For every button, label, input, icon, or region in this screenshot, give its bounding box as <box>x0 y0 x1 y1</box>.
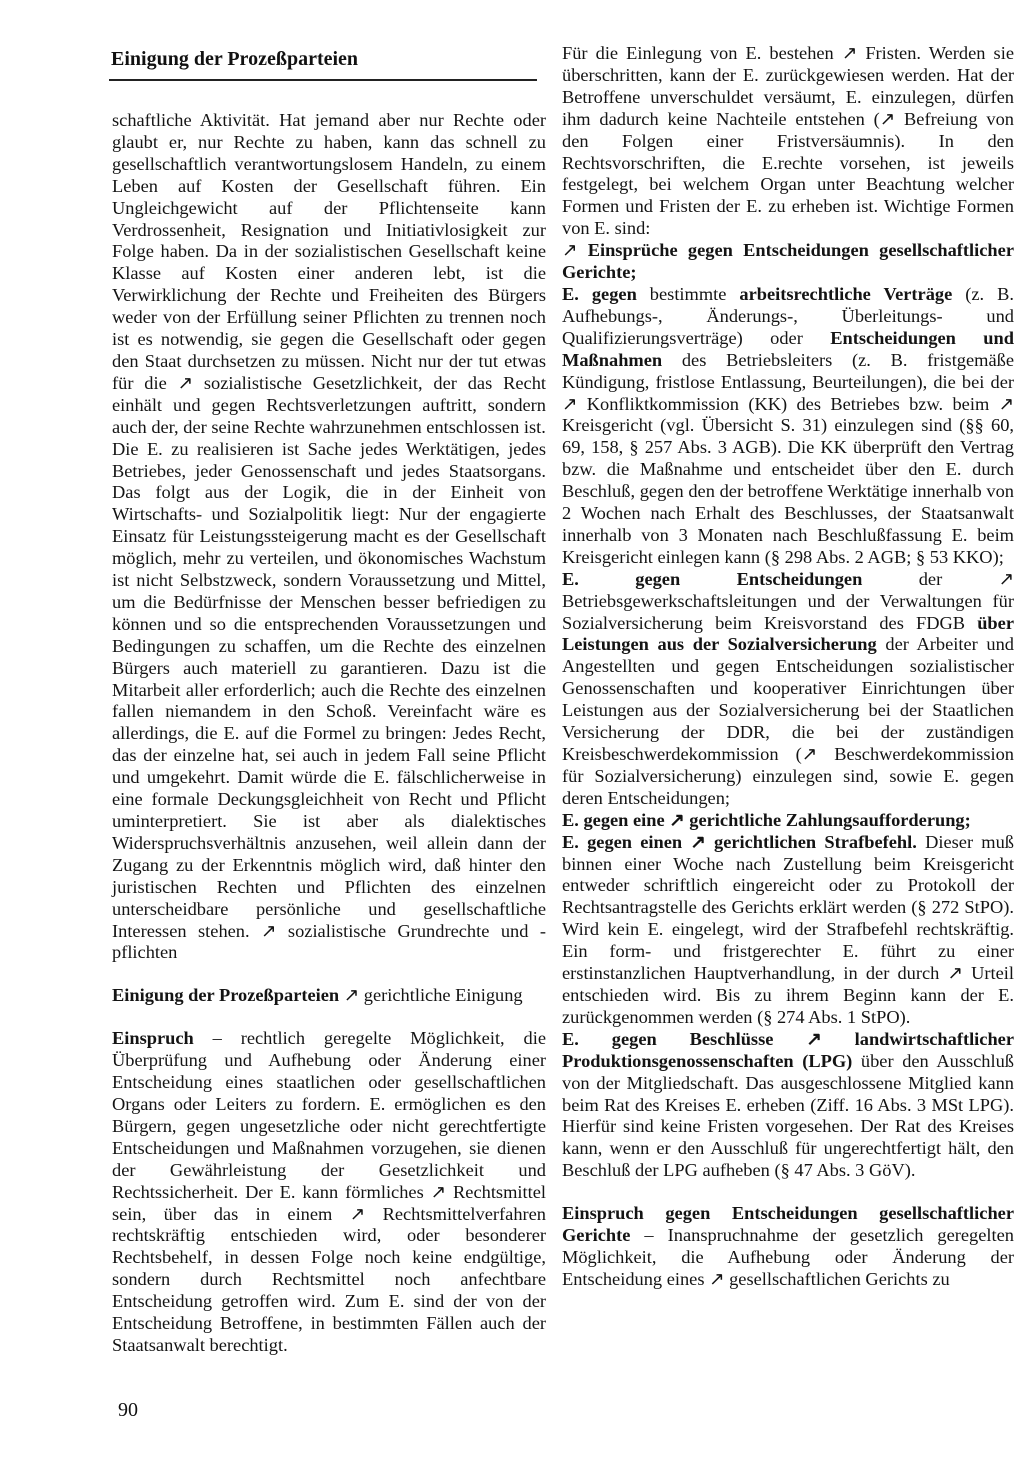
page-number: 90 <box>118 1399 138 1421</box>
paragraph <box>562 240 1014 284</box>
text-run: – rechtlich geregelte Möglichkeit, die Überprüfung und Aufhebung oder Änderung einer Entscheidung eines staatlichen oder gesellschaftlichen Organs oder Leiters zu fordern. E. ermöglichen es den Bürgern, gegen ungesetzliche oder nicht gerechtfertigte Entscheidungen und Maßnahmen vorzugehen, sie dienen der Gewährleistung der Gesetzlichkeit und Rechtssicherheit. Der E. kann förmliches ↗ Rechtsmittel sein, über das in einem ↗ Rechtsmittelverfahren rechtskräftig entschieden wird, oder besonderer Rechtsbehelf, in dessen Folge noch keine endgültige, sondern durch Rechtsmittel noch anfechtbare Entscheidung getroffen wird. Zum E. sind der von der Entscheidung Betroffene, in bestimmten Fällen auch der Staatsanwalt berechtigt. <box>112 1028 546 1355</box>
bold-text: E. gegen <box>562 283 637 304</box>
paragraph <box>562 569 1014 810</box>
paragraph <box>562 810 1014 832</box>
paragraph <box>562 1203 1014 1291</box>
paragraph <box>112 110 546 439</box>
paragraph <box>112 985 546 1007</box>
bold-text: Einspruch <box>112 1028 194 1049</box>
paragraph <box>562 832 1014 1029</box>
header-rule <box>109 79 537 81</box>
text-run: der Arbeiter und Angestellten und gegen Entscheidungen sozialistischer Genossenschaften und kooperativer Einrichtungen über Leistungen aus der Sozialversicherung bei der Staatlichen Versicherung der DDR, die bei der zuständigen Kreisbeschwerdekommission (↗ Beschwerdekommission für Sozialversicherung) einzulegen sind, sowie E. gegen deren Entscheidungen; <box>562 634 1014 808</box>
text-run: – Inanspruchnahme der gesetzlich geregelten Möglichkeit, die Aufhebung oder Änderung der Entscheidung eines ↗ gesellschaftlichen Gerichts zu <box>562 1225 1014 1289</box>
paragraph <box>112 1028 546 1357</box>
text-run: ↗ <box>562 240 588 261</box>
text-run: des Betriebsleiters (z. B. fristgemäße Kündigung, fristlose Entlassung, Beurteilungen), die bei der ↗ Konfliktkommission (KK) des Betriebes bzw. beim ↗ Kreisgericht (vgl. Übersicht S. 31) einzulegen sind (§§ 60, 69, 158, § 257 Abs. 3 AGB). Die KK überprüft den Vertrag bzw. die Maßnahme und entscheidet über den E. durch Beschluß, gegen den der betroffene Werktätige innerhalb von 2 Wochen nach Erhalt des Beschlusses, der Staatsanwalt innerhalb von 3 Monaten nach Beschlußfassung E. beim Kreisgericht einlegen kann (§ 298 Abs. 2 AGB; § 53 KKO); <box>562 349 1014 567</box>
text-run: Dieser muß binnen einer Woche nach Zustellung beim Kreisgericht entweder schriftlich eingereicht oder zu Protokoll der Rechtsantragstelle des Gerichts erklärt werden (§ 272 StPO). Wird kein E. eingelegt, wird der Strafbefehl rechtskräftig. Ein form- und fristgerechter E. führt zu einer erstinstanzlichen Hauptverhandlung, in der durch ↗ Urteil entschieden wird. Bis zu ihrem Beginn kann der E. zurückgenommen werden (§ 274 Abs. 1 StPO). <box>562 831 1014 1027</box>
bold-text: Einspruch gegen Entscheidungen gesellschaftlicher Gerichte <box>562 1203 1014 1246</box>
paragraph <box>562 284 1014 569</box>
running-head: Einigung der Prozeßparteien <box>111 48 359 70</box>
text-run: ↗ gerichtliche Einigung <box>339 985 523 1006</box>
text-run: schaftliche Aktivität. Hat jemand aber nur Rechte oder glaubt er, nur Rechte zu haben, kann das schnell zu gesellschaftlich verantwortungslosem Handeln, zu einem Leben auf Kosten der Gesellschaft führen. Ein Ungleichgewicht auf der Pflichtenseite kann Verdrossenheit, Resignation und Initiativlosigkeit zur Folge haben. Da in der sozialistischen Gesellschaft keine Klasse auf Kosten einer anderen lebt, ist die Verwirklichung der Rechte und Freiheiten des Bürgers weder von der Erfüllung seiner Pflichten zu trennen noch ist es notwendig, sie gegen die Gesellschaft oder gegen den Staat durchsetzen zu müssen. Nicht nur der tut etwas für die ↗ sozialistische Gesetzlichkeit, der das Recht einhält und gegen Rechtsverletzungen auftritt, sondern auch der, der seine Rechte wahrzunehmen entschlossen ist. <box>112 110 546 437</box>
right-column <box>562 43 1014 1291</box>
bold-text: Entscheidungen und Maßnahmen <box>562 327 1014 370</box>
text-run: der ↗ Betriebsgewerkschaftsleitungen und der Verwaltungen für Sozialversicherung beim Kreisvorstand des FDGB <box>562 568 1014 633</box>
bold-text: E. gegen Entscheidungen <box>562 568 863 589</box>
left-column <box>112 110 546 1357</box>
paragraph <box>562 43 1014 240</box>
text-run: bestimmte <box>636 283 740 304</box>
bold-text: E. gegen Beschlüsse ↗ landwirtschaftlicher Produktionsgenossenschaften (LPG) <box>562 1028 1014 1071</box>
text-run: über den Ausschluß von der Mitgliedschaft. Das ausgeschlossene Mitglied kann beim Rat des Kreises E. erheben (Ziff. 16 Abs. 3 MSt LPG). Hierfür sind keine Fristen vorgesehen. Der Rat des Kreises kann, wenn er den Ausschluß für ungerechtfertigt hält, den Beschluß der LPG aufheben (§ 47 Abs. 3 GöV). <box>562 1050 1014 1181</box>
text-run: Die E. zu realisieren ist Sache jedes Werktätigen, jedes Betriebes, jeder Genossenschaft und jedes Staatsorgans. Das folgt aus der Logik, die in der Einheit von Wirtschafts- und Sozialpolitik liegt: Nur der engagierte Einsatz für Leistungssteigerung macht es der Gesellschaft möglich, mehr zu verteilen, und ökonomisches Wachstum ist nicht Selbstzweck, sondern Voraussetzung und Mittel, um die Bedürfnisse der Menschen besser befriedigen zu können und so die entsprechenden Voraussetzungen und Bedingungen zu schaffen, um die Rechte des einzelnen Bürgers auch materiell zu garantieren. Dazu ist die Mitarbeit aller erforderlich; auch die Rechte des einzelnen fallen niemandem in den Schoß. Vereinfacht wäre es allerdings, die E. auf die Formel zu bringen: Jedes Recht, das der einzelne hat, sei auch in jedem Fall seine Pflicht und umgekehrt. Damit würde die E. fälschlicherweise in eine formale Deckungsgleichheit von Recht und Pflicht uminterpretiert. Sie ist aber als dialektisches Widerspruchsverhältnis anzusehen, weil allein dann der Zugang zu der Erkenntnis möglich wird, daß hinter den juristischen Rechten und Pflichten des einzelnen unterscheidbare persönliche und gesellschaftliche Interessen stehen. ↗ sozialistische Grundrechte und -pflichten <box>112 438 546 963</box>
paragraph <box>562 1029 1014 1182</box>
bold-text: über Leistungen aus der Sozialversicherung <box>562 612 1014 655</box>
paragraph <box>112 439 546 965</box>
bold-text: Einigung der Prozeßparteien <box>112 985 340 1006</box>
text-run: Für die Einlegung von E. bestehen ↗ Fristen. Werden sie überschritten, kann der E. zurückgewiesen werden. Hat der Betroffene unverschuldet versäumt, E. einzulegen, dürfen ihm dadurch keine Nachteile entstehen (↗ Befreiung von den Folgen einer Fristversäumnis). In den Rechtsvorschriften, die E.rechte vorsehen, ist jeweils festgelegt, bei welchem Organ unter Beachtung welcher Formen und Fristen der E. zu erheben ist. Wichtige Formen von E. sind: <box>562 43 1014 239</box>
bold-text: E. gegen eine ↗ gerichtliche Zahlungsaufforderung; <box>562 809 971 830</box>
bold-text: arbeitsrechtliche Verträge <box>739 283 953 304</box>
bold-text: Einsprüche gegen Entscheidungen gesellschaftlicher Gerichte; <box>562 240 1014 283</box>
bold-text: E. gegen einen ↗ gerichtlichen Strafbefehl. <box>562 831 917 852</box>
text-run: (z. B. Aufhebungs-, Änderungs-, Überleitungs- und Qualifizierungsverträge) oder <box>562 283 1015 348</box>
